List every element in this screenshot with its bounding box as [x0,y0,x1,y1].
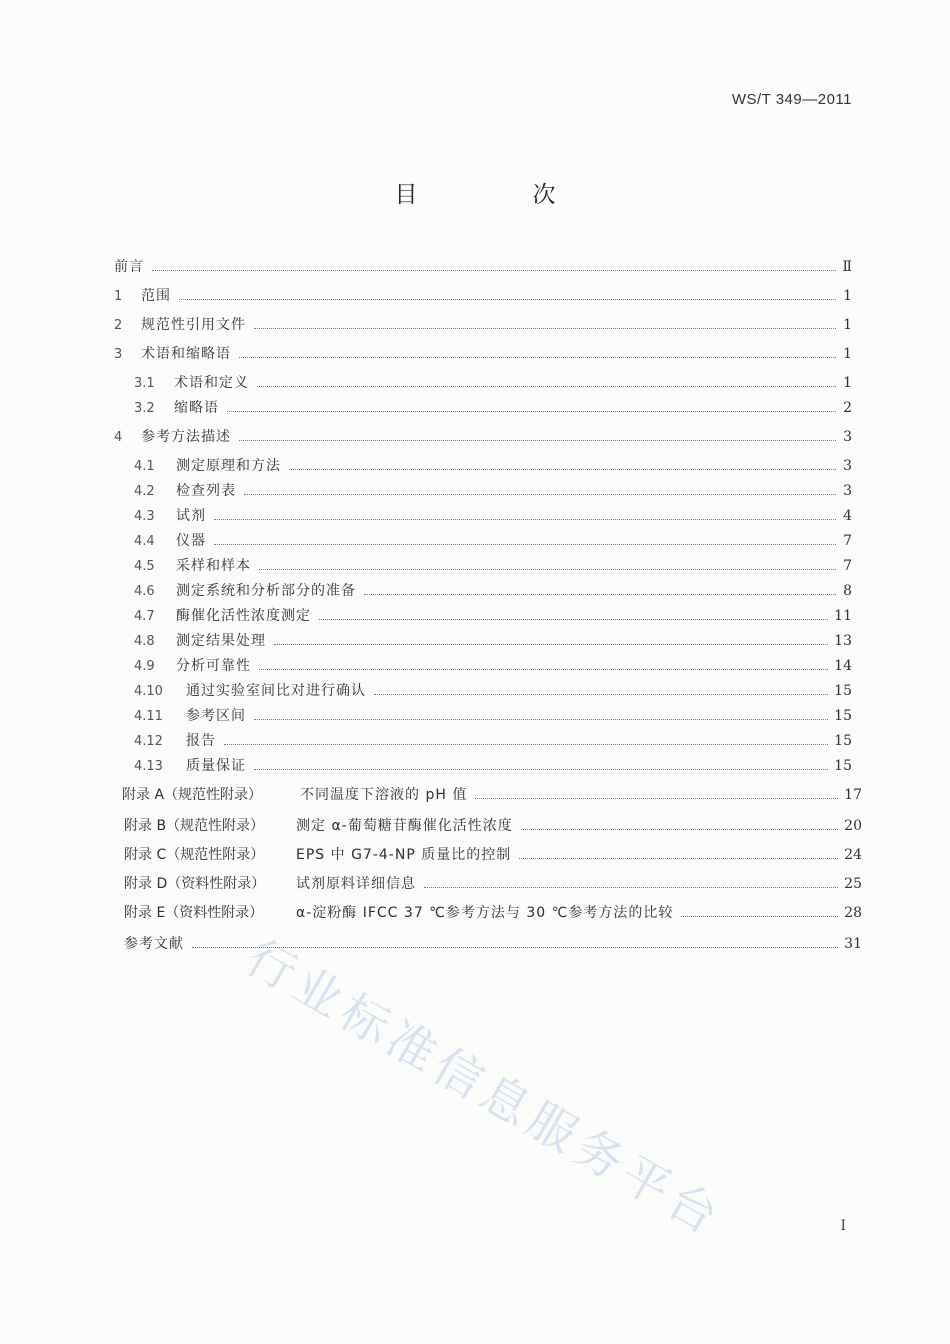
leader-dots [364,593,836,595]
toc-page: 3 [843,483,852,499]
toc-number: 4.10 [134,684,163,699]
toc-entry-4-2[interactable] [134,480,852,500]
toc-number: 3 [114,347,123,362]
leader-dots [681,915,838,917]
toc-label: 范围 [141,288,171,304]
toc-page: 20 [844,818,862,834]
toc-page: 24 [844,847,862,863]
leader-dots [475,797,838,799]
leader-dots [257,385,836,387]
toc-page: 3 [843,458,852,474]
toc-number: 附录 D（资料性附录） [124,876,266,892]
leader-dots [152,269,836,271]
toc-label: 酶催化活性浓度测定 [176,608,311,624]
toc-label: 规范性引用文件 [141,317,246,333]
toc-entry-4-10[interactable] [134,680,852,700]
toc-number: 1 [114,289,123,304]
toc-entry-1[interactable] [114,285,852,305]
leader-dots [374,693,828,695]
toc-page: 3 [843,429,852,445]
toc-entry-4-1[interactable] [134,455,852,475]
leader-dots [254,327,836,329]
toc-entry-foreword[interactable] [114,256,852,276]
leader-dots [227,410,836,412]
toc-number: 3.1 [134,376,155,391]
toc-page: 1 [843,346,852,362]
toc-label: 采样和样本 [176,558,251,574]
toc-number: 4.4 [134,534,155,549]
page-number: I [840,1218,846,1234]
toc-number: 4 [114,430,123,445]
leader-dots [244,493,836,495]
standard-code: WS/T 349—2011 [731,91,852,108]
toc-number: 4.3 [134,509,155,524]
toc-page: 31 [844,936,862,952]
toc-entry-4[interactable] [114,426,852,446]
toc-label: 不同温度下溶液的 pH 值 [300,787,468,803]
toc-page: 1 [843,375,852,391]
toc-number: 4.9 [134,659,155,674]
toc-label: 试剂原料详细信息 [296,876,416,892]
toc-label: 仪器 [176,533,206,549]
toc-entry-4-13[interactable] [134,755,852,775]
toc-entry-4-3[interactable] [134,505,852,525]
toc-number: 附录 B（规范性附录） [124,818,265,834]
leader-dots [519,857,838,859]
toc-page: 7 [843,558,852,574]
toc-number: 4.11 [134,709,163,724]
toc-page: 15 [834,683,852,699]
toc-number: 4.1 [134,459,155,474]
leader-dots [521,828,838,830]
toc-entry-bibliography[interactable] [124,933,862,953]
toc-number: 附录 C（规范性附录） [124,847,265,863]
toc-number: 4.12 [134,734,163,749]
toc-label: 试剂 [176,508,206,524]
toc-number: 附录 A（规范性附录） [122,787,263,803]
toc-page: 17 [844,787,862,803]
toc-label: 术语和定义 [174,375,249,391]
toc-page: 13 [834,633,852,649]
toc-label: 参考区间 [186,708,246,724]
toc-page: 1 [843,317,852,333]
toc-page: 15 [834,708,852,724]
leader-dots [214,543,836,545]
toc-page: Ⅱ [842,259,852,275]
toc-entry-annex-c[interactable] [124,844,862,864]
toc-page: 28 [844,905,862,921]
toc-label: 分析可靠性 [176,658,251,674]
leader-dots [259,668,828,670]
page-title: 目 次 [394,182,602,208]
leader-dots [424,886,838,888]
toc-label: 术语和缩略语 [141,346,231,362]
toc-entry-4-11[interactable] [134,705,852,725]
toc-label: 通过实验室间比对进行确认 [186,683,366,699]
toc-entry-3-1[interactable] [134,372,852,392]
toc-number: 4.6 [134,584,155,599]
toc-number: 4.2 [134,484,155,499]
leader-dots [319,618,828,620]
toc-entry-4-7[interactable] [134,605,852,625]
toc-label: 报告 [186,733,216,749]
toc-page: 1 [843,288,852,304]
leader-dots [239,356,836,358]
toc-entry-4-8[interactable] [134,630,852,650]
toc-label: 测定 α-葡萄糖苷酶催化活性浓度 [296,818,513,834]
toc-page: 15 [834,758,852,774]
toc-number: 2 [114,318,123,333]
toc-page: 14 [834,658,852,674]
toc-number: 3.2 [134,401,155,416]
watermark: 行业标准信息服务平台 [236,929,733,1249]
toc-entry-3-2[interactable] [134,397,852,417]
leader-dots [274,643,828,645]
leader-dots [254,718,828,720]
toc-number: 4.8 [134,634,155,649]
toc-number: 4.5 [134,559,155,574]
toc-entry-annex-a[interactable] [122,784,862,804]
toc-entry-4-5[interactable] [134,555,852,575]
leader-dots [224,743,828,745]
toc-number: 4.13 [134,759,163,774]
toc-label: 前言 [114,259,144,275]
toc-label: EPS 中 G7-4-NP 质量比的控制 [296,847,512,863]
leader-dots [214,518,836,520]
toc-page: 15 [834,733,852,749]
toc-entry-2[interactable] [114,314,852,334]
leader-dots [239,439,836,441]
leader-dots [179,298,836,300]
leader-dots [289,468,836,470]
toc-page: 4 [843,508,852,524]
toc-label: 质量保证 [186,758,246,774]
toc-entry-4-9[interactable] [134,655,852,675]
toc-label: α-淀粉酶 IFCC 37 ℃参考方法与 30 ℃参考方法的比较 [296,905,674,921]
toc-entry-annex-d[interactable] [124,873,862,893]
toc-number: 4.7 [134,609,155,624]
toc-label: 测定系统和分析部分的准备 [176,583,356,599]
toc-page: 7 [843,533,852,549]
toc-label: 检查列表 [176,483,236,499]
toc-page: 11 [834,608,852,624]
toc-label: 参考方法描述 [141,429,231,445]
toc-label: 缩略语 [174,400,219,416]
toc-label: 参考文献 [124,936,184,952]
leader-dots [259,568,836,570]
toc-entry-4-12[interactable] [134,730,852,750]
toc-entry-4-6[interactable] [134,580,852,600]
leader-dots [254,768,828,770]
toc-number: 附录 E（资料性附录） [124,905,264,921]
toc-page: 25 [844,876,862,892]
toc-entry-3[interactable] [114,343,852,363]
toc-entry-annex-b[interactable] [124,815,862,835]
toc-entry-annex-e[interactable] [124,902,862,922]
toc-label: 测定结果处理 [176,633,266,649]
toc-page: 2 [843,400,852,416]
toc-label: 测定原理和方法 [176,458,281,474]
toc-page: 8 [843,583,852,599]
toc-entry-4-4[interactable] [134,530,852,550]
